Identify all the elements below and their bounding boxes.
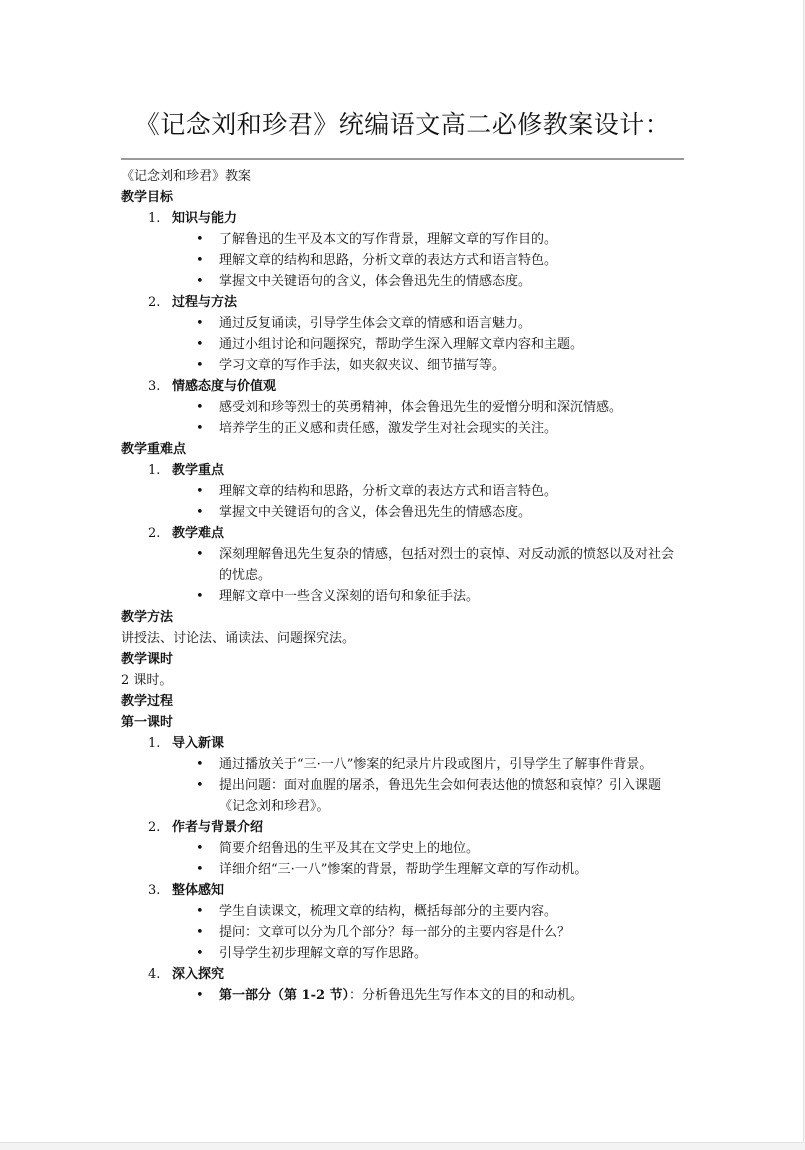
document-body bbox=[121, 166, 684, 1006]
list-item: • 了解鲁迅的生平及本文的写作背景，理解文章的写作目的。 bbox=[121, 229, 684, 250]
bullet-icon: • bbox=[196, 358, 204, 373]
bullet-icon: • bbox=[196, 337, 204, 352]
list-item: • 通过小组讨论和问题探究，帮助学生深入理解文章内容和主题。 bbox=[121, 334, 684, 355]
list-item: • 理解文章的结构和思路，分析文章的表达方式和语言特色。 bbox=[121, 481, 684, 502]
bullet-icon: • bbox=[196, 274, 204, 289]
bullet-icon: • bbox=[196, 589, 204, 604]
keypoint-item bbox=[121, 523, 684, 544]
item-number: 2. bbox=[148, 526, 161, 541]
item-label: 过程与方法 bbox=[172, 295, 238, 310]
title-divider bbox=[121, 158, 684, 160]
list-item: • 感受刘和珍等烈士的英勇精神，体会鲁迅先生的爱憎分明和深沉情感。 bbox=[121, 397, 684, 418]
methods-text: 讲授法、讨论法、诵读法、问题探究法。 bbox=[121, 631, 356, 646]
keypoint-item bbox=[121, 460, 684, 481]
item-label: 导入新课 bbox=[172, 736, 225, 751]
bullet-icon: • bbox=[196, 757, 204, 772]
list-item: • 提出问题：面对血腥的屠杀，鲁迅先生会如何表达他的愤怒和哀悼？引入课题《记念刘和珍君》。 bbox=[121, 775, 684, 817]
bullet-icon: • bbox=[196, 484, 204, 499]
item-number: 1. bbox=[148, 211, 161, 226]
goal-item bbox=[121, 292, 684, 313]
list-item: • 引导学生初步理解文章的写作思路。 bbox=[121, 943, 684, 964]
section-heading-keypoints: 教学重难点 bbox=[121, 442, 187, 457]
bullet-icon: • bbox=[196, 400, 204, 415]
bullet-icon: • bbox=[196, 421, 204, 436]
item-number: 3. bbox=[148, 883, 161, 898]
process-item bbox=[121, 733, 684, 754]
item-number: 4. bbox=[148, 967, 161, 982]
bullet-icon: • bbox=[196, 547, 204, 562]
list-item: • 学习文章的写作手法，如夹叙夹议、细节描写等。 bbox=[121, 355, 684, 376]
bullet-icon: • bbox=[196, 316, 204, 331]
process-item bbox=[121, 817, 684, 838]
bullet-icon: • bbox=[196, 778, 204, 793]
item-number: 1. bbox=[148, 463, 161, 478]
list-item: • 第一部分（第 1-2 节）：分析鲁迅先生写作本文的目的和动机。 bbox=[121, 985, 684, 1006]
doc-title: 《记念刘和珍君》教案 bbox=[121, 169, 252, 184]
goal-item bbox=[121, 208, 684, 229]
item-label: 教学重点 bbox=[172, 463, 225, 478]
bullet-icon: • bbox=[196, 925, 204, 940]
item-label: 深入探究 bbox=[172, 967, 225, 982]
item-label: 整体感知 bbox=[172, 883, 225, 898]
process-item bbox=[121, 964, 684, 985]
item-number: 2. bbox=[148, 820, 161, 835]
bullet-icon: • bbox=[196, 505, 204, 520]
list-item: • 培养学生的正义感和责任感，激发学生对社会现实的关注。 bbox=[121, 418, 684, 439]
list-item: • 理解文章中一些含义深刻的语句和象征手法。 bbox=[121, 586, 684, 607]
item-label: 知识与能力 bbox=[172, 211, 238, 226]
list-item: • 深刻理解鲁迅先生复杂的情感，包括对烈士的哀悼、对反动派的愤怒以及对社会的忧虑。 bbox=[121, 544, 684, 586]
item-label: 作者与背景介绍 bbox=[172, 820, 264, 835]
section-heading-process: 教学过程 bbox=[121, 694, 174, 709]
page-title: 《记念刘和珍君》统编语文高二必修教案设计： bbox=[134, 110, 671, 139]
item-label: 教学难点 bbox=[172, 526, 225, 541]
bullet-icon: • bbox=[196, 904, 204, 919]
list-item: • 通过播放关于“三·一八”惨案的纪录片片段或图片，引导学生了解事件背景。 bbox=[121, 754, 684, 775]
lesson-heading: 第一课时 bbox=[121, 715, 174, 730]
goal-item bbox=[121, 376, 684, 397]
list-item: • 理解文章的结构和思路，分析文章的表达方式和语言特色。 bbox=[121, 250, 684, 271]
section-heading-hours: 教学课时 bbox=[121, 652, 174, 667]
part-label: 第一部分（第 1-2 节） bbox=[219, 988, 350, 1003]
list-item: • 学生自读课文，梳理文章的结构，概括每部分的主要内容。 bbox=[121, 901, 684, 922]
item-number: 1. bbox=[148, 736, 161, 751]
bullet-icon: • bbox=[196, 253, 204, 268]
bullet-icon: • bbox=[196, 841, 204, 856]
item-number: 2. bbox=[148, 295, 161, 310]
list-item: • 详细介绍“三·一八”惨案的背景，帮助学生理解文章的写作动机。 bbox=[121, 859, 684, 880]
list-item: • 掌握文中关键语句的含义，体会鲁迅先生的情感态度。 bbox=[121, 502, 684, 523]
list-item: • 简要介绍鲁迅的生平及其在文学史上的地位。 bbox=[121, 838, 684, 859]
bullet-icon: • bbox=[196, 232, 204, 247]
hours-text: 2 课时。 bbox=[121, 673, 173, 688]
section-heading-goals: 教学目标 bbox=[121, 190, 174, 205]
list-item: • 掌握文中关键语句的含义，体会鲁迅先生的情感态度。 bbox=[121, 271, 684, 292]
list-item: • 通过反复诵读，引导学生体会文章的情感和语言魅力。 bbox=[121, 313, 684, 334]
process-item bbox=[121, 880, 684, 901]
item-number: 3. bbox=[148, 379, 161, 394]
list-item: • 提问：文章可以分为几个部分？每一部分的主要内容是什么？ bbox=[121, 922, 684, 943]
bullet-icon: • bbox=[196, 946, 204, 961]
item-label: 情感态度与价值观 bbox=[172, 379, 277, 394]
bullet-icon: • bbox=[196, 862, 204, 877]
bullet-icon: • bbox=[196, 988, 204, 1003]
section-heading-methods: 教学方法 bbox=[121, 610, 174, 625]
